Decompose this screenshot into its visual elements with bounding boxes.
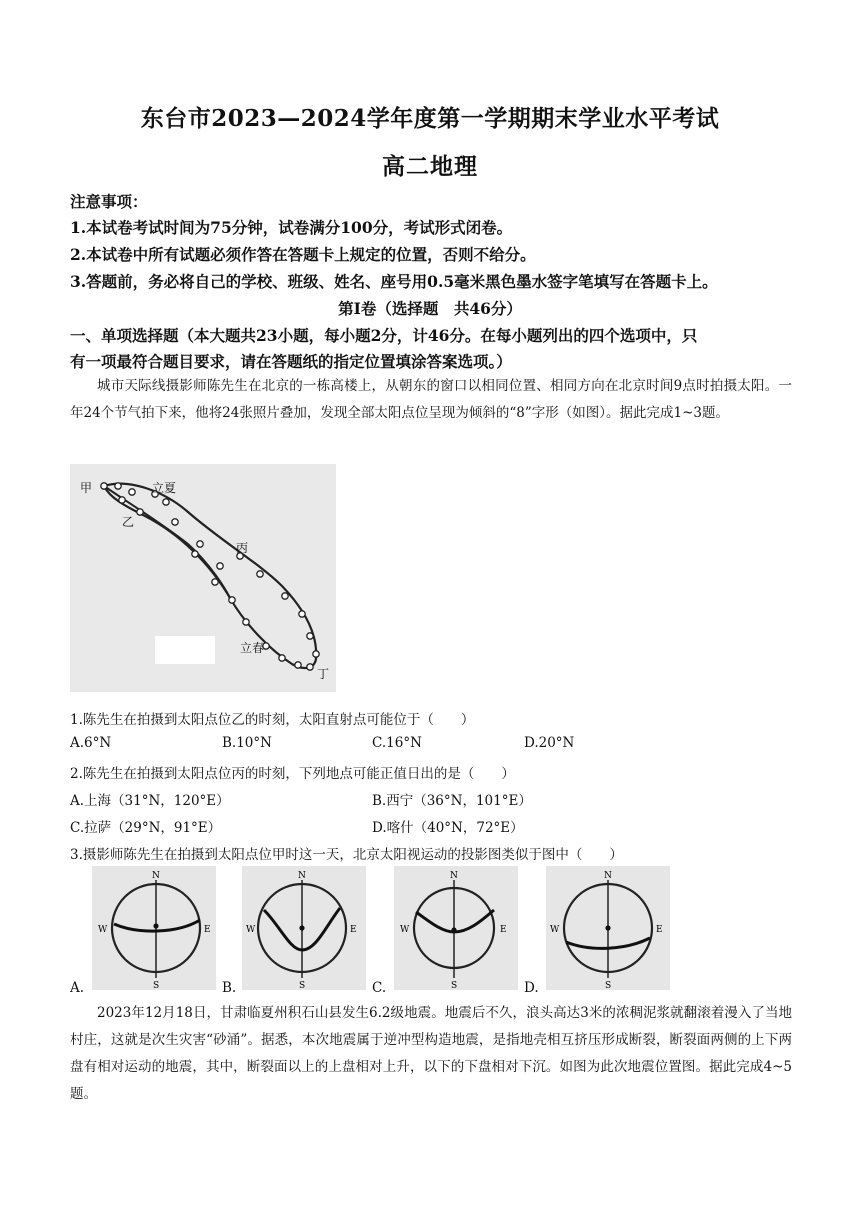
sun-point: [243, 619, 249, 625]
exam-title: 东台市2023—2024学年度第一学期期末学业水平考试: [140, 105, 720, 132]
sun-point: [119, 497, 125, 503]
sunpath-figure-d: [546, 866, 670, 990]
sun-point: [299, 611, 305, 617]
compass-e: E: [500, 925, 507, 935]
passage-2: 2023年12月18日，甘肃临夏州积石山县发生6.2级地震。地震后不久，浪头高达3米的浓稠泥浆就翻滚着漫入了当地村庄，这就是次生灾害“砂涌”。据悉，本次地震属于逆冲型构造地震，是指地壳相互挤压形成断裂，断裂面两侧的上下两盘有相对运动的地震，其中，断裂面以上的上盘相对上升，以下的下盘相对下沉。如图为此次地震位置图。据此完成4~5题。: [70, 1005, 792, 1102]
volume-heading: 第Ⅰ卷（选择题 共46分）: [338, 299, 522, 318]
q1-option-a: A.6°N: [70, 735, 112, 751]
notice-item-3: 3.答题前，务必将自己的学校、班级、姓名、座号用0.5毫米黑色墨水签字笔填写在答题卡上。: [70, 272, 718, 291]
q2-option-c: C.拉萨（29°N，91°E）: [70, 820, 222, 836]
q2-option-d: D.喀什（40°N，72°E）: [372, 820, 524, 836]
passage-1: 城市天际线摄影师陈先生在北京的一栋高楼上，从朝东的窗口以相同位置、相同方向在北京时间9点时拍摄太阳。一年24个节气拍下来，他将24张照片叠加，发现全部太阳点位呈现为倾斜的“8”字形（如图）。据此完成1~3题。: [70, 378, 792, 421]
sun-point: [217, 563, 223, 569]
analemma-figure: [70, 464, 336, 692]
question-1-stem: 1.陈先生在拍摄到太阳点位乙的时刻，太阳直射点可能位于（ ）: [70, 712, 475, 728]
compass-w: W: [98, 925, 108, 935]
sunpath-figure-c: [394, 866, 518, 990]
exam-subject: 高二地理: [382, 153, 478, 180]
label-lichun: 立春: [240, 641, 265, 655]
q3-option-a: A.: [70, 980, 85, 996]
compass-s: S: [153, 981, 160, 990]
q2-option-b: B.西宁（36°N，101°E）: [372, 793, 532, 809]
question-3-stem: 3.摄影师陈先生在拍摄到太阳点位甲时这一天，北京太阳视运动的投影图类似于图中（ ）: [70, 847, 623, 863]
label-jia: 甲: [80, 481, 93, 495]
notice-heading: 注意事项：: [70, 192, 148, 211]
compass-n: N: [604, 871, 612, 881]
q3-option-b: B.: [222, 980, 237, 996]
sun-point: [229, 597, 235, 603]
sun-point: [307, 633, 313, 639]
compass-e: E: [204, 925, 211, 935]
compass-e: E: [350, 925, 357, 935]
compass-w: W: [550, 925, 560, 935]
compass-w: W: [246, 925, 256, 935]
question-2-stem: 2.陈先生在拍摄到太阳点位丙的时刻，下列地点可能正值日出的是（ ）: [70, 766, 515, 782]
sun-point: [212, 579, 218, 585]
label-yi: 乙: [122, 515, 135, 529]
q3-option-d: D.: [524, 980, 539, 996]
notice-item-1: 1.本试卷考试时间为75分钟，试卷满分100分，考试形式闭卷。: [70, 218, 513, 237]
compass-s: S: [605, 981, 612, 990]
sun-point: [192, 551, 198, 557]
sun-point: [129, 489, 135, 495]
label-bing: 丙: [236, 541, 249, 555]
sun-point: [307, 664, 313, 670]
q1-option-c: C.16°N: [372, 735, 422, 751]
sun-point: [101, 483, 107, 489]
label-lixia: 立夏: [152, 481, 177, 495]
analemma-svg: [70, 464, 336, 692]
q1-option-d: D.20°N: [524, 735, 575, 751]
sun-point: [282, 593, 288, 599]
part-heading-line1: 一、单项选择题（本大题共23小题，每小题2分，计46分。在每小题列出的四个选项中，只: [70, 326, 698, 345]
compass-n: N: [152, 871, 160, 881]
compass-n: N: [450, 871, 458, 881]
compass-n: N: [298, 871, 306, 881]
label-ding: 丁: [317, 667, 330, 681]
sun-point: [295, 662, 301, 668]
sun-point: [137, 509, 143, 515]
sunpath-figure-b: [242, 866, 366, 990]
sunpath-figure-a: [92, 866, 216, 990]
sun-point: [279, 655, 285, 661]
part-heading-line2: 有一项最符合题目要求，请在答题纸的指定位置填涂答案选项。）: [70, 352, 512, 371]
blank-patch: [155, 636, 215, 664]
q1-option-b: B.10°N: [222, 735, 272, 751]
sun-point: [197, 541, 203, 547]
sun-point: [115, 483, 121, 489]
compass-s: S: [451, 981, 458, 990]
q2-option-a: A.上海（31°N，120°E）: [70, 793, 230, 809]
sun-point: [313, 651, 319, 657]
q3-option-c: C.: [372, 980, 387, 996]
compass-e: E: [656, 925, 663, 935]
compass-w: W: [400, 925, 410, 935]
notice-item-2: 2.本试卷中所有试题必须作答在答题卡上规定的位置，否则不给分。: [70, 245, 536, 264]
sun-point: [172, 519, 178, 525]
compass-s: S: [299, 981, 306, 990]
sun-point: [257, 571, 263, 577]
sun-point: [163, 499, 169, 505]
